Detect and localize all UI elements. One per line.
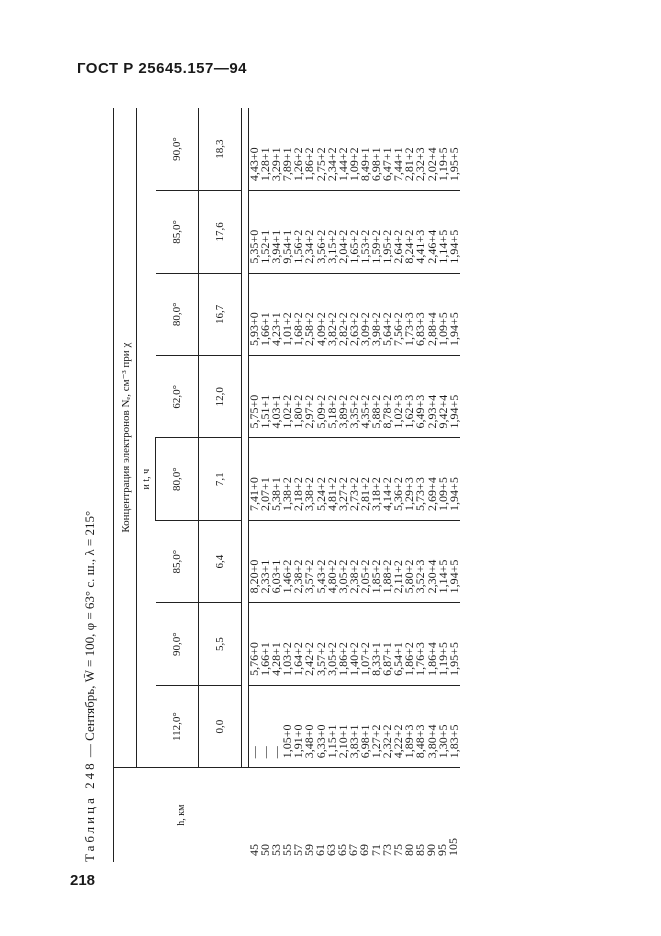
concentration-value: 1,95+5 [446, 147, 461, 182]
height-value: 61 [313, 844, 328, 856]
concentration-value: 1,27+2 [369, 724, 384, 759]
chi-header-cell: 62,0° [156, 356, 199, 438]
concentration-value: 4,03+1 [269, 394, 284, 429]
concentration-value: 6,33+0 [313, 724, 328, 759]
concentration-value: 8,33+1 [369, 642, 384, 676]
height-column-label: h, км [176, 804, 188, 826]
concentration-value: 3,82+2 [324, 312, 339, 347]
concentration-value: 1,89+3 [402, 724, 417, 759]
concentration-value: 2,32+2 [380, 724, 395, 759]
chi-header-cell: 90,0° [156, 603, 199, 685]
height-value: 53 [268, 844, 283, 856]
concentration-value: 5,09+2 [313, 394, 328, 429]
chi-header-cell: 80,0° [156, 438, 199, 520]
concentration-value: 2,34+2 [324, 147, 339, 182]
concentration-value: 4,35+2 [357, 394, 372, 429]
concentration-value: 5,88+2 [369, 394, 384, 429]
concentration-value: 1,66+1 [258, 642, 273, 676]
concentration-value: 5,75+0 [247, 394, 261, 429]
concentration-value: 5,35+0 [247, 229, 261, 264]
height-value: 75 [390, 844, 405, 856]
electron-concentration-table [113, 108, 460, 862]
concentration-value: 3,05+2 [324, 642, 339, 676]
concentration-value: 1,86+2 [402, 642, 417, 676]
concentration-value: 1,03+2 [280, 642, 295, 676]
concentration-value: 5,43+2 [313, 559, 328, 594]
concentration-value: 2,63+2 [346, 312, 361, 347]
concentration-value: 3,05+2 [335, 559, 350, 594]
concentration-value: 1,94+5 [446, 312, 461, 347]
concentration-value: 1,95+2 [380, 229, 395, 264]
concentration-value: 1,09+5 [435, 312, 450, 347]
concentration-value: 1,38+2 [280, 477, 295, 511]
concentration-value: 2,69+4 [424, 477, 439, 511]
height-value: 73 [379, 844, 394, 856]
concentration-value: 8,78+2 [380, 394, 395, 429]
concentration-value: 4,14+2 [380, 477, 395, 511]
page-number: 218 [70, 872, 96, 889]
concentration-value: 1,66+1 [258, 312, 273, 347]
concentration-value: 3,80+4 [424, 724, 439, 759]
concentration-value: 4,23+1 [269, 312, 284, 347]
concentration-value: 1,29+3 [402, 477, 417, 511]
concentration-value: 1,80+2 [291, 394, 306, 429]
concentration-value: 2,10+1 [335, 724, 350, 759]
concentration-value: 4,41+3 [413, 229, 428, 264]
concentration-value: 3,83+1 [346, 724, 361, 759]
height-value: 69 [357, 844, 372, 856]
concentration-value: 2,32+3 [413, 147, 428, 182]
concentration-value: 6,83+3 [413, 312, 428, 347]
concentration-value: 3,89+2 [335, 394, 350, 429]
concentration-value: 1,86+2 [335, 642, 350, 676]
concentration-column [249, 520, 460, 602]
height-value: 45 [246, 844, 261, 856]
chi-header-cell: 85,0° [156, 191, 199, 273]
concentration-value: 3,18+2 [369, 477, 384, 511]
concentration-value: 1,53+2 [357, 229, 372, 264]
concentration-value: 7,89+1 [280, 147, 295, 182]
concentration-value: 5,24+2 [313, 477, 328, 511]
group-header: Концентрация электронов Nₑ, см⁻³ при χ [114, 108, 137, 768]
concentration-value: 9,42+4 [435, 394, 450, 429]
concentration-value: 4,80+2 [324, 559, 339, 594]
concentration-value: 3,48+0 [302, 724, 317, 759]
concentration-value: 2,07+1 [258, 477, 273, 511]
concentration-value: 6,47+1 [380, 147, 395, 182]
concentration-value: 2,42+2 [302, 642, 317, 676]
concentration-column [249, 603, 460, 685]
concentration-value: 2,33+1 [258, 559, 273, 594]
concentration-value: 4,81+2 [324, 477, 339, 511]
concentration-value: 4,43+0 [247, 147, 261, 182]
concentration-value: 1,56+2 [291, 229, 306, 264]
concentration-value: 3,98+2 [369, 312, 384, 347]
concentration-value: 2,02+4 [424, 147, 439, 182]
table-data-row [249, 108, 460, 862]
concentration-value: 2,93+4 [424, 394, 439, 429]
concentration-value: 1,83+5 [446, 724, 461, 759]
concentration-value: 5,73+3 [413, 477, 428, 511]
concentration-value: 2,38+2 [291, 559, 306, 594]
concentration-value: 1,86+2 [302, 147, 317, 182]
concentration-value: 2,11+2 [391, 560, 406, 594]
time-header-cell: 12,0 [199, 356, 242, 438]
concentration-value: 4,09+2 [313, 312, 328, 347]
concentration-column [249, 438, 460, 520]
concentration-value: 7,44+1 [391, 147, 406, 182]
concentration-value: 2,46+4 [424, 229, 439, 264]
time-header-cell: 0,0 [199, 685, 242, 767]
concentration-value: 1,94+5 [446, 394, 461, 429]
chi-header-cell: 112,0° [156, 685, 199, 767]
height-value: 63 [324, 844, 339, 856]
concentration-value: 1,05+0 [280, 724, 295, 759]
concentration-value: 1,26+2 [291, 147, 306, 182]
table-caption [75, 511, 105, 862]
concentration-value: 1,09+2 [346, 147, 361, 182]
concentration-value: 1,07+2 [357, 642, 372, 676]
concentration-value: 2,64+2 [391, 229, 406, 264]
height-value: 105 [446, 838, 461, 856]
concentration-column [249, 108, 460, 191]
table-caption-label: Таблица 248 [82, 760, 97, 862]
concentration-value: 5,38+1 [269, 477, 284, 511]
concentration-value: 6,87+1 [380, 642, 395, 676]
height-value: 71 [368, 844, 383, 856]
concentration-value: 3,57+2 [302, 559, 317, 594]
row-header-cell [114, 768, 249, 862]
concentration-value: 3,15+2 [324, 229, 339, 264]
concentration-value: 3,27+2 [335, 477, 350, 511]
group-subheader-spacer-right [137, 108, 156, 438]
concentration-value: 7,56+2 [391, 312, 406, 347]
concentration-value: 4,28+1 [269, 642, 284, 676]
concentration-value: 2,73+2 [346, 477, 361, 511]
concentration-value: 1,95+5 [446, 642, 461, 676]
concentration-column [249, 273, 460, 355]
concentration-value: 1,01+2 [280, 312, 295, 347]
height-values-cell [246, 768, 461, 862]
concentration-value: 1,46+2 [280, 559, 295, 594]
height-value: 65 [335, 844, 350, 856]
concentration-value: 5,64+2 [380, 312, 395, 347]
concentration-value: 1,44+2 [335, 147, 350, 182]
concentration-value: 8,20+0 [247, 559, 261, 594]
concentration-value: 2,75+2 [313, 147, 328, 182]
concentration-value: 3,35+2 [346, 394, 361, 429]
concentration-value: 3,57+2 [313, 642, 328, 676]
concentration-value: 7,41+0 [247, 477, 261, 511]
concentration-column [249, 356, 460, 438]
concentration-value: 1,28+1 [258, 147, 273, 182]
table-caption-params: — Сентябрь, W̄ = 100, φ = 63° с. ш., λ = 215° [82, 510, 97, 761]
concentration-value: 1,40+2 [346, 642, 361, 676]
concentration-value: 6,98+1 [369, 147, 384, 182]
time-header-cell: 6,4 [199, 520, 242, 602]
concentration-value: 1,73+3 [402, 312, 417, 347]
chi-header-row [156, 108, 199, 862]
concentration-value: 1,51+1 [258, 394, 273, 429]
concentration-value: 3,29+1 [269, 147, 284, 182]
group-subheader: и t, ч [137, 438, 156, 520]
height-value: 85 [412, 844, 427, 856]
concentration-value: 2,04+2 [335, 229, 350, 264]
time-header-cell: 7,1 [199, 438, 242, 520]
concentration-value: 1,15+1 [324, 724, 339, 759]
concentration-value: 1,76+3 [413, 642, 428, 676]
concentration-value: 5,76+0 [247, 642, 261, 676]
concentration-value: — [269, 746, 284, 759]
chi-header-cell: 80,0° [156, 273, 199, 355]
group-subheader-spacer [137, 520, 156, 767]
concentration-value: 5,93+0 [247, 312, 261, 347]
concentration-value: 1,68+2 [291, 312, 306, 347]
height-value: 67 [346, 844, 361, 856]
concentration-value: — [247, 746, 261, 759]
time-header-cell: 17,6 [199, 191, 242, 273]
time-header-cell: 5,5 [199, 603, 242, 685]
concentration-value: 4,22+2 [391, 724, 406, 759]
concentration-value: 3,52+3 [413, 559, 428, 594]
chi-header-cell: 90,0° [156, 108, 199, 191]
concentration-value: 2,05+2 [357, 559, 372, 594]
concentration-value: 2,38+2 [346, 559, 361, 594]
height-value: 55 [279, 844, 294, 856]
concentration-value: 1,88+2 [380, 559, 395, 594]
rotated-table-block [75, 108, 495, 862]
concentration-value: 1,64+2 [291, 642, 306, 676]
concentration-value: 2,58+2 [302, 312, 317, 347]
concentration-value: 2,18+2 [291, 477, 306, 511]
concentration-value: 3,09+2 [357, 312, 372, 347]
concentration-value: 8,24+2 [402, 229, 417, 264]
concentration-value: 1,91+0 [291, 724, 306, 759]
concentration-value: 1,86+4 [424, 642, 439, 676]
height-value: 95 [435, 844, 450, 856]
concentration-value: 1,14+5 [435, 229, 450, 264]
concentration-value: 6,49+3 [413, 394, 428, 429]
concentration-column [249, 685, 460, 767]
concentration-value: 1,09+5 [435, 477, 450, 511]
concentration-value: 1,94+5 [446, 477, 461, 511]
concentration-value: 2,34+2 [302, 229, 317, 264]
document-header: ГОСТ Р 25645.157—94 [77, 60, 248, 77]
chi-header-cell: 85,0° [156, 520, 199, 602]
concentration-value: 3,56+2 [313, 229, 328, 264]
concentration-value: 1,59+2 [369, 229, 384, 264]
concentration-value: 5,18+2 [324, 394, 339, 429]
height-value: 90 [424, 844, 438, 856]
concentration-value: 1,02+3 [391, 394, 406, 429]
concentration-value: 1,02+2 [280, 394, 295, 429]
height-value: 57 [290, 844, 305, 856]
height-value: 59 [301, 844, 316, 856]
height-value: 80 [401, 844, 416, 856]
concentration-value: 2,30+4 [424, 559, 439, 594]
concentration-value: 1,85+2 [369, 559, 384, 594]
concentration-value: 1,19+5 [435, 147, 450, 182]
concentration-value: 3,38+2 [302, 477, 317, 511]
concentration-value: 2,82+2 [335, 312, 350, 347]
concentration-value: 1,14+5 [435, 559, 450, 594]
concentration-value: 5,80+2 [402, 559, 417, 594]
concentration-value: 8,48+3 [413, 724, 428, 759]
concentration-value: 3,94+1 [269, 229, 284, 264]
concentration-value: 1,62+3 [402, 394, 417, 429]
concentration-value: — [258, 746, 273, 759]
concentration-value: 2,88+4 [424, 312, 439, 347]
time-header-row [199, 108, 242, 862]
concentration-value: 6,54+1 [391, 642, 406, 676]
time-header-cell: 16,7 [199, 273, 242, 355]
concentration-value: 2,81+2 [357, 477, 372, 511]
time-header-cell: 18,3 [199, 108, 242, 191]
concentration-column [249, 191, 460, 273]
concentration-value: 6,98+1 [357, 724, 372, 759]
concentration-value: 1,65+2 [346, 229, 361, 264]
concentration-value: 1,94+5 [446, 229, 461, 264]
concentration-value: 2,81+2 [402, 147, 417, 182]
concentration-value: 1,19+5 [435, 642, 450, 676]
concentration-value: 1,52+1 [258, 229, 273, 264]
concentration-value: 9,54+1 [280, 229, 295, 264]
concentration-value: 8,49+1 [357, 147, 372, 182]
height-value: 50 [257, 844, 272, 856]
concentration-value: 1,94+5 [446, 559, 461, 594]
concentration-value: 6,03+1 [269, 559, 284, 594]
concentration-value: 5,36+2 [391, 477, 406, 511]
concentration-value: 1,30+5 [435, 724, 450, 759]
concentration-value: 2,97+2 [302, 394, 317, 429]
